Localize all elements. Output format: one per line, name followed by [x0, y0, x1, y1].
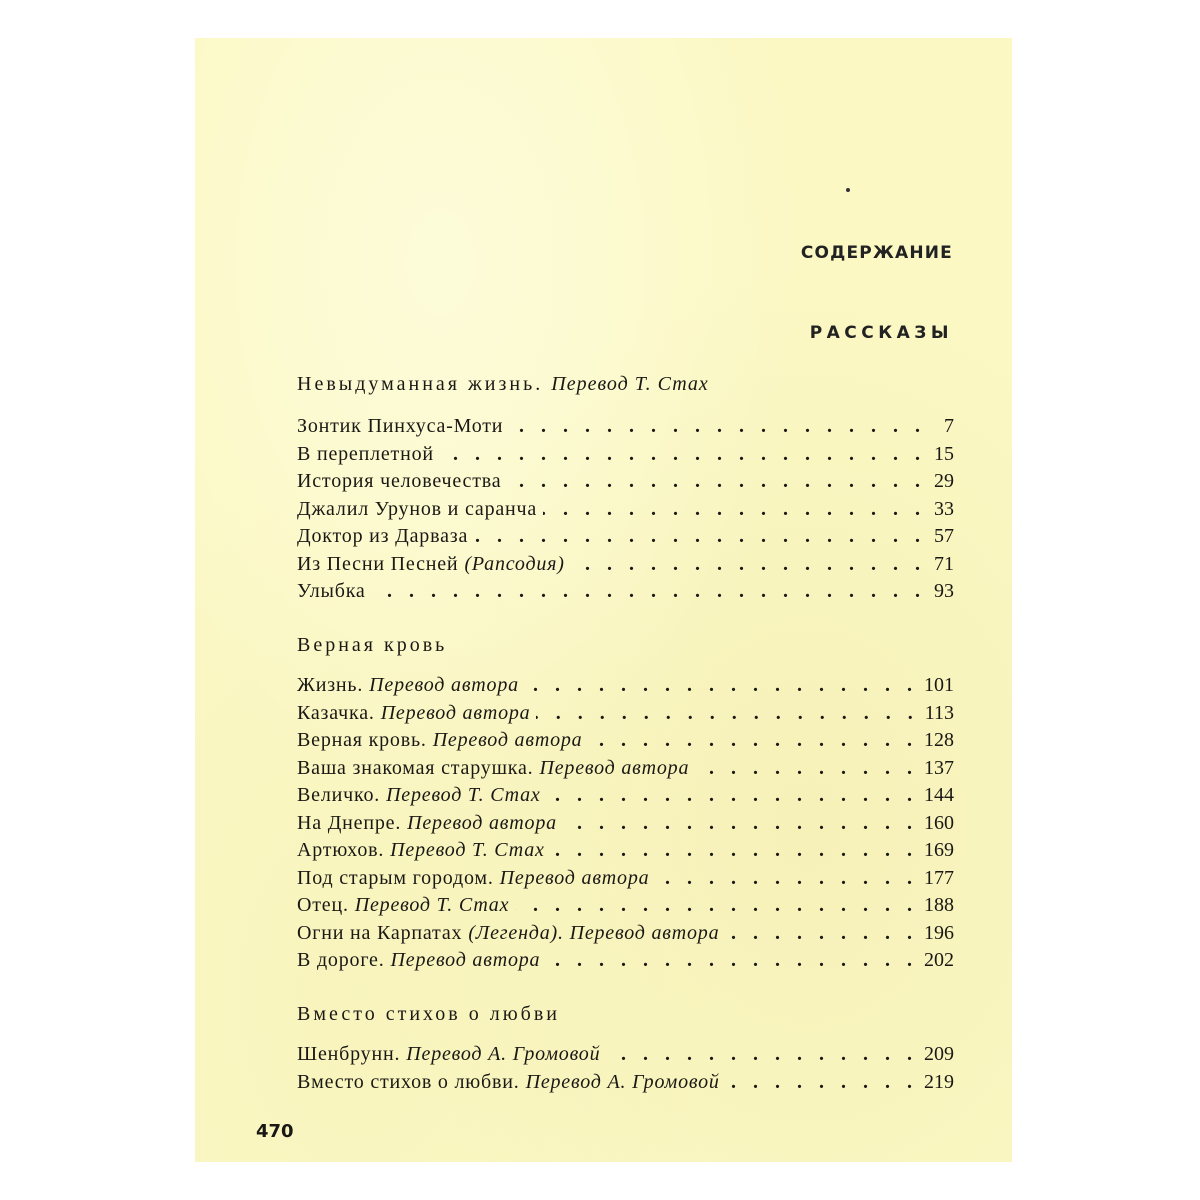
leader-dots	[571, 551, 926, 579]
part-title: РАССКАЗЫ	[809, 323, 953, 343]
entry-translator: Перевод автора	[539, 756, 690, 779]
entry-translator: (Рапсодия)	[464, 552, 565, 575]
entry-title: Величко.	[297, 784, 381, 806]
leader-dots	[695, 755, 918, 783]
entry-page: 113	[924, 701, 954, 724]
entry-translator: Перевод Т. Стах	[354, 894, 510, 916]
entry-title: Под старым городом.	[297, 866, 494, 889]
entry-title: В дороге.	[297, 949, 385, 971]
entry-page: 71	[934, 552, 954, 575]
entry-page: 128	[924, 729, 954, 751]
entry-translator: Перевод автора	[432, 729, 583, 751]
entry-translator: Перевод Т. Стах	[390, 839, 545, 861]
entry-page: 101	[924, 674, 954, 696]
section-heading-3	[297, 1003, 957, 1026]
toc-entry[interactable]	[297, 755, 954, 783]
toc-title: СОДЕРЖАНИЕ	[800, 243, 953, 263]
entry-translator: Перевод А. Громовой	[525, 1070, 720, 1093]
entry-translator: Перевод автора	[407, 811, 557, 834]
page-number: 470	[256, 1121, 294, 1142]
toc-entry[interactable]	[297, 727, 954, 755]
entry-page: 196	[924, 921, 954, 944]
entry-page: 160	[924, 811, 954, 834]
leader-dots	[588, 727, 918, 755]
entry-page: 144	[924, 784, 954, 806]
entry-title: Зонтик Пинхуса-Моти	[297, 415, 504, 437]
leader-dots	[536, 700, 918, 728]
entry-title: Отец.	[297, 894, 349, 916]
leader-dots	[525, 672, 918, 700]
entry-title: В переплетной	[297, 442, 434, 465]
entry-translator: Перевод А. Громовой	[406, 1043, 601, 1065]
leader-dots	[372, 578, 926, 606]
entry-translator: Перевод Т. Стах	[386, 784, 541, 806]
toc-entry[interactable]	[297, 892, 954, 920]
leader-dots	[474, 523, 926, 551]
toc-entry[interactable]	[297, 441, 954, 469]
entry-title: Верная кровь.	[297, 729, 427, 751]
entry-page: 219	[924, 1070, 954, 1093]
leader-dots	[507, 468, 926, 496]
leader-dots	[726, 1069, 918, 1097]
entry-page: 137	[924, 756, 954, 779]
leader-dots	[551, 837, 918, 865]
entry-title: Из Песни Песней	[297, 552, 459, 575]
entry-title: Жизнь.	[297, 674, 364, 696]
toc-entry[interactable]	[297, 1069, 954, 1097]
entry-title: Казачка.	[297, 701, 375, 724]
entry-title: История человечества	[297, 470, 502, 492]
section-entries-3	[297, 1041, 954, 1096]
leader-dots	[440, 441, 926, 469]
entry-page: 209	[924, 1043, 954, 1065]
entry-page: 33	[934, 497, 954, 520]
section-heading-2	[297, 634, 957, 657]
section-entries-2	[297, 672, 954, 975]
entry-title: Джалил Урунов и саранча	[297, 497, 538, 520]
toc-entry[interactable]	[297, 468, 954, 496]
toc-entry[interactable]	[297, 837, 954, 865]
entry-page: 57	[934, 525, 954, 547]
entry-page: 169	[924, 839, 954, 861]
toc-entry[interactable]	[297, 782, 954, 810]
entry-page: 29	[934, 470, 954, 492]
entry-page: 7	[944, 415, 954, 437]
section-heading-1	[297, 373, 957, 396]
leader-dots	[547, 782, 918, 810]
leader-dots	[655, 865, 918, 893]
entry-title: Огни на Карпатах	[297, 921, 463, 944]
toc-entry[interactable]	[297, 865, 954, 893]
entry-translator: Перевод автора	[369, 674, 519, 696]
toc-entry[interactable]	[297, 947, 954, 975]
entry-page: 188	[924, 894, 954, 916]
leader-dots	[563, 810, 918, 838]
toc-entry[interactable]	[297, 578, 954, 606]
leader-dots	[606, 1041, 918, 1069]
entry-title: Шенбрунн.	[297, 1043, 401, 1065]
entry-translator: Перевод автора	[390, 949, 541, 971]
toc-entry[interactable]	[297, 1041, 954, 1069]
entry-page: 15	[934, 442, 954, 465]
entry-title: Улыбка	[297, 580, 366, 602]
leader-dots	[546, 947, 918, 975]
entry-translator: (Легенда). Перевод автора	[468, 921, 720, 944]
section-title: Вместо стихов о любви	[297, 1003, 560, 1025]
entry-translator: Перевод автора	[499, 866, 650, 889]
toc-entry[interactable]	[297, 523, 954, 551]
toc-entry[interactable]	[297, 810, 954, 838]
leader-dots	[515, 892, 918, 920]
leader-dots	[725, 920, 918, 948]
entry-title: Доктор из Дарваза	[297, 525, 469, 547]
section-title: Невыдуманная жизнь.	[297, 373, 544, 395]
entry-translator: Перевод автора	[380, 701, 531, 724]
toc-entry[interactable]	[297, 700, 954, 728]
toc-entry[interactable]	[297, 672, 954, 700]
entry-title: Вместо стихов о любви.	[297, 1070, 520, 1093]
entry-title: Ваша знакомая старушка.	[297, 756, 534, 779]
toc-entry[interactable]	[297, 920, 954, 948]
entry-title: Артюхов.	[297, 839, 385, 861]
section-translator: Перевод Т. Стах	[551, 373, 709, 395]
leader-dots	[543, 496, 926, 524]
entry-page: 93	[934, 580, 954, 602]
toc-entry[interactable]	[297, 551, 954, 579]
ink-speck	[846, 188, 850, 192]
leader-dots	[509, 413, 926, 441]
section-title: Верная кровь	[297, 634, 448, 656]
toc-entry[interactable]	[297, 413, 954, 441]
entry-page: 202	[924, 949, 954, 971]
toc-entry[interactable]	[297, 496, 954, 524]
entry-title: На Днепре.	[297, 811, 402, 834]
section-entries-1	[297, 413, 954, 606]
entry-page: 177	[924, 866, 954, 889]
